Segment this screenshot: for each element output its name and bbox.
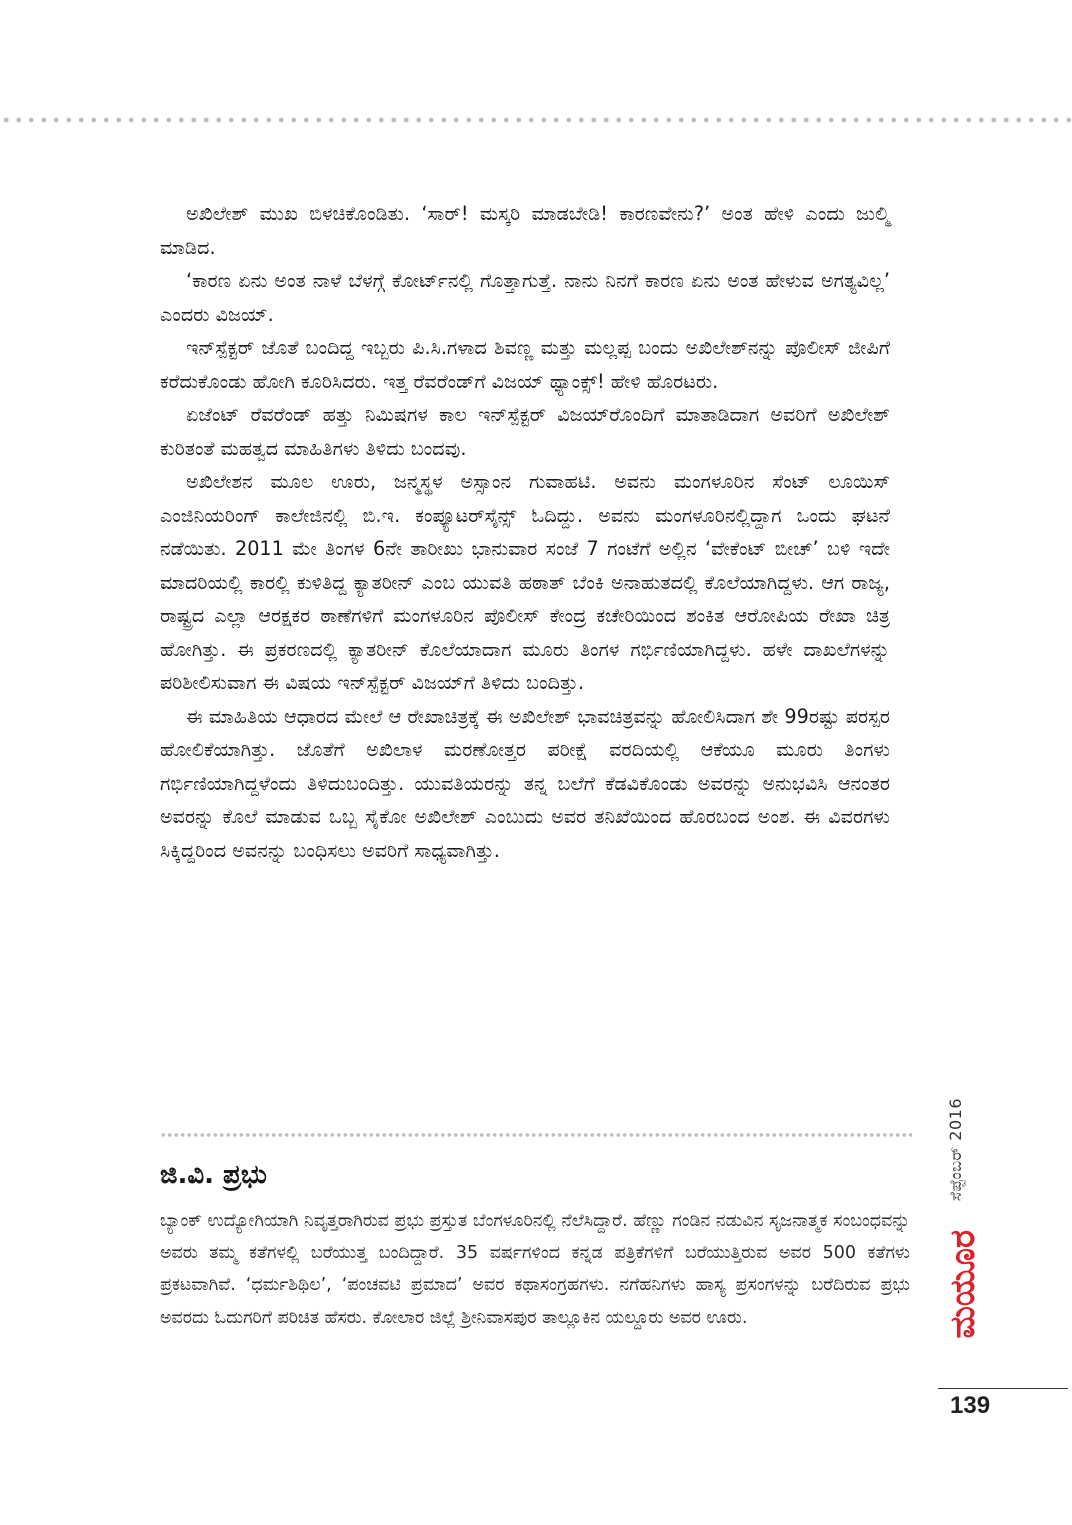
issue-date: ಸೆಪ್ಟೆಂಬರ್ 2016 <box>946 1098 965 1202</box>
story-paragraph: ‘ಕಾರಣ ಏನು ಅಂತ ನಾಳೆ ಬೆಳಗ್ಗೆ ಕೋರ್ಟ್‌ನಲ್ಲಿ ಗೊತ್ತಾಗುತ್ತೆ. ನಾನು ನಿನಗೆ ಕಾರಣ ಏನು ಅಂತ ಹೇಳುವ ಅಗತ್ಯವಿಲ್ಲ’ ಎಂದರು ವಿಜಯ್. <box>160 269 890 326</box>
bio-dotted-separator <box>160 1132 912 1138</box>
story-paragraph: ಅಖಿಲೇಶ್ ಮುಖ ಬಿಳಚಿಕೊಂಡಿತು. ‘ಸಾರ್! ಮಸ್ಕರಿ ಮಾಡಬೇಡಿ! ಕಾರಣವೇನು?’ ಅಂತ ಹೇಳಿ ಎಂದು ಜುಲ್ಮಿ ಮಾಡಿದ. <box>160 202 890 259</box>
issue-sidebar <box>938 1098 1018 1388</box>
story-paragraph: ಅಖಿಲೇಶನ ಮೂಲ ಊರು, ಜನ್ಮಸ್ಥಳ ಅಸ್ಸಾಂನ ಗುವಾಹಟಿ. ಅವನು ಮಂಗಳೂರಿನ ಸೆಂಟ್ ಲೂಯಿಸ್ ಎಂಜಿನಿಯರಿಂಗ್ ಕಾಲೇಜಿನಲ್ಲಿ ಬಿ.ಇ. ಕಂಪ್ಯೂಟರ್‌ಸೈನ್ಸ್ ಓದಿದ್ದು. ಅವನು ಮಂಗಳೂರಿನಲ್ಲಿದ್ದಾಗ ಒಂದು ಘಟನೆ ನಡೆಯಿತು. 2011 ಮೇ ತಿಂಗಳ 6ನೇ ತಾರೀಖು ಭಾನುವಾರ ಸಂಜೆ 7 ಗಂಟೆಗೆ ಅಲ್ಲಿನ ‘ವೇಕೆಂಟ್ ಬೀಚ್’ ಬಳಿ ಇದೇ ಮಾದರಿಯಲ್ಲಿ ಕಾರಲ್ಲಿ ಕುಳಿತಿದ್ದ ಕ್ಯಾತರೀನ್ ಎಂಬ ಯುವತಿ ಹಠಾತ್ ಬೆಂಕಿ ಅನಾಹುತದಲ್ಲಿ ಕೊಲೆಯಾಗಿದ್ದಳು. ಆಗ ರಾಜ್ಯ, ರಾಷ್ಟ್ರದ ಎಲ್ಲಾ ಆರಕ್ಷಕರ ಠಾಣೆಗಳಿಗೆ ಮಂಗಳೂರಿನ ಪೊಲೀಸ್ ಕೇಂದ್ರ ಕಚೇರಿಯಿಂದ ಶಂಕಿತ ಆರೋಪಿಯ ರೇಖಾ ಚಿತ್ರ ಹೋಗಿತ್ತು. ಈ ಪ್ರಕರಣದಲ್ಲಿ ಕ್ಯಾತರೀನ್ ಕೊಲೆಯಾದಾಗ ಮೂರು ತಿಂಗಳ ಗರ್ಭಿಣಿಯಾಗಿದ್ದಳು. ಹಳೇ ದಾಖಲೆಗಳನ್ನು ಪರಿಶೀಲಿಸುವಾಗ ಈ ವಿಷಯ ಇನ್‌ಸ್ಪೆಕ್ಟರ್ ವಿಜಯ್‌ಗೆ ತಿಳಿದು ಬಂದಿತ್ತು. <box>160 470 890 694</box>
author-bio: ಬ್ಯಾಂಕ್ ಉದ್ಯೋಗಿಯಾಗಿ ನಿವೃತ್ತರಾಗಿರುವ ಪ್ರಭು ಪ್ರಸ್ತುತ ಬೆಂಗಳೂರಿನಲ್ಲಿ ನೆಲೆಸಿದ್ದಾರೆ. ಹೆಣ್ಣು ಗಂಡಿನ ನಡುವಿನ ಸೃಜನಾತ್ಮಕ ಸಂಬಂಧವನ್ನು ಅವರು ತಮ್ಮ ಕತೆಗಳಲ್ಲಿ ಬರೆಯುತ್ತ ಬಂದಿದ್ದಾರೆ. 35 ವರ್ಷಗಳಿಂದ ಕನ್ನಡ ಪತ್ರಿಕೆಗಳಿಗೆ ಬರೆಯುತ್ತಿರುವ ಅವರ 500 ಕತೆಗಳು ಪ್ರಕಟವಾಗಿವೆ. ‘ಧರ್ಮಶಿಥಿಲ’, ‘ಪಂಚವಟಿ ಪ್ರಮಾದ’ ಅವರ ಕಥಾಸಂಗ್ರಹಗಳು. ನಗೆಹನಿಗಳು ಹಾಸ್ಯ ಪ್ರಸಂಗಳನ್ನು ಬರೆದಿರುವ ಪ್ರಭು ಅವರದು ಓದುಗರಿಗೆ ಪರಿಚಿತ ಹೆಸರು. ಕೋಲಾರ ಜಿಲ್ಲೆ ಶ್ರೀನಿವಾಸಪುರ ತಾಲ್ಲೂಕಿನ ಯಲ್ದೂರು ಅವರ ಊರು. <box>160 1211 910 1328</box>
story-body <box>160 197 890 867</box>
author-name: ಜಿ.ವಿ. ಪ್ರಭು <box>160 1160 267 1190</box>
story-paragraph: ಈ ಮಾಹಿತಿಯ ಆಧಾರದ ಮೇಲೆ ಆ ರೇಖಾಚಿತ್ರಕ್ಕೆ ಈ ಅಖಿಲೇಶ್ ಭಾವಚಿತ್ರವನ್ನು ಹೋಲಿಸಿದಾಗ ಶೇ 99ರಷ್ಟು ಪರಸ್ಪರ ಹೋಲಿಕೆಯಾಗಿತ್ತು. ಜೊತೆಗೆ ಅಖಿಲಾಳ ಮರಣೋತ್ತರ ಪರೀಕ್ಷೆ ವರದಿಯಲ್ಲಿ ಆಕೆಯೂ ಮೂರು ತಿಂಗಳು ಗರ್ಭಿಣಿಯಾಗಿದ್ದಳೆಂದು ತಿಳಿದುಬಂದಿತ್ತು. ಯುವತಿಯರನ್ನು ತನ್ನ ಬಲೆಗೆ ಕೆಡವಿಕೊಂಡು ಅವರನ್ನು ಅನುಭವಿಸಿ ಆನಂತರ ಅವರನ್ನು ಕೊಲೆ ಮಾಡುವ ಒಬ್ಬ ಸೈಕೋ ಅಖಿಲೇಶ್ ಎಂಬುದು ಅವರ ತನಿಖೆಯಿಂದ ಹೊರಬಂದ ಅಂಶ. ಈ ವಿವರಗಳು ಸಿಕ್ಕಿದ್ದರಿಂದ ಅವನನ್ನು ಬಂಧಿಸಲು ಅವರಿಗೆ ಸಾಧ್ಯವಾಗಿತ್ತು. <box>160 704 890 862</box>
story-paragraph: ಏಜೆಂಟ್ ರೆವರೆಂಡ್ ಹತ್ತು ನಿಮಿಷಗಳ ಕಾಲ ಇನ್‌ಸ್ಪೆಕ್ಟರ್ ವಿಜಯ್‌ರೊಂದಿಗೆ ಮಾತಾಡಿದಾಗ ಅವರಿಗೆ ಅಖಿಲೇಶ್ ಕುರಿತಂತೆ ಮಹತ್ವದ ಮಾಹಿತಿಗಳು ತಿಳಿದು ಬಂದವು. <box>160 403 890 460</box>
top-dotted-rule <box>0 116 1072 124</box>
page-number-rule <box>938 1388 1068 1389</box>
page-number: 139 <box>950 1392 991 1419</box>
story-paragraph: ಇನ್‌ಸ್ಪೆಕ್ಟರ್ ಜೊತೆ ಬಂದಿದ್ದ ಇಬ್ಬರು ಪಿ.ಸಿ.ಗಳಾದ ಶಿವಣ್ಣ ಮತ್ತು ಮಲ್ಲಪ್ಪ ಬಂದು ಅಖಿಲೇಶ್‌ನನ್ನು ಪೊಲೀಸ್ ಜೀಪಿಗೆ ಕರೆದುಕೊಂಡು ಹೋಗಿ ಕೂರಿಸಿದರು. ಇತ್ತ ರೆವರೆಂಡ್‌ಗೆ ವಿಜಯ್ ಥ್ಯಾಂಕ್ಸ್! ಹೇಳಿ ಹೊರಟರು. <box>160 336 890 393</box>
magazine-logo: ಮಯೂರ <box>943 1230 983 1339</box>
